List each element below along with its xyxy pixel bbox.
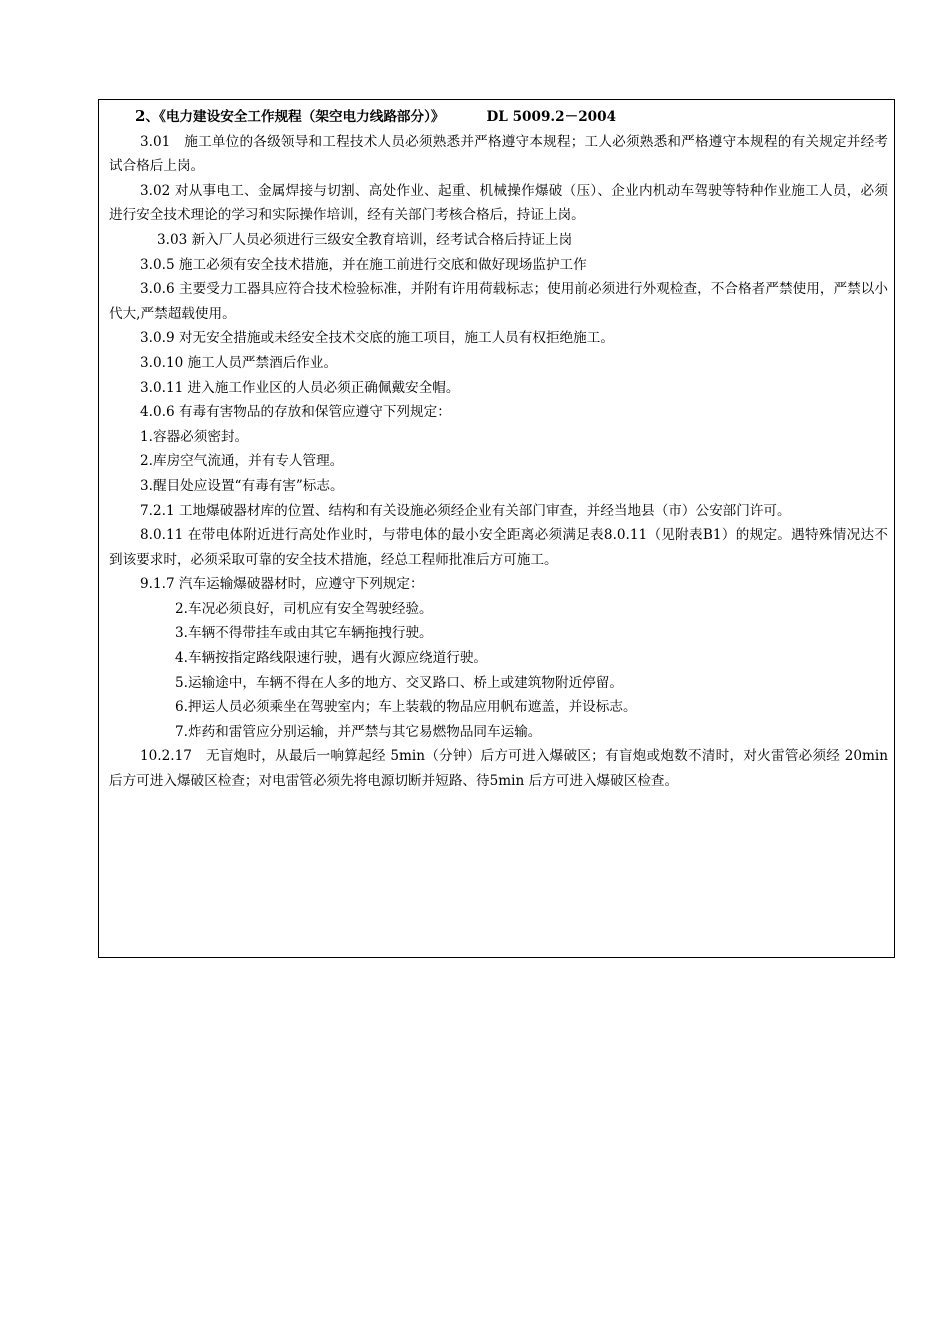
list-item-9-1-7-7: 7.炸药和雷管应分别运输，并严禁与其它易燃物品同车运输。: [175, 723, 542, 740]
paragraph-8-0-11: 8.0.11 在带电体附近进行高处作业时，与带电体的最小安全距离必须满足表8.0.11（见附表B1）的规定。遇特殊情况达不到该要求时，必须采取可靠的安全技术措施，经总工程师批准后方可施工。: [109, 527, 888, 568]
content-box: [98, 99, 895, 958]
list-item-9-1-7-3: 3.车辆不得带挂车或由其它车辆拖拽行驶。: [175, 625, 433, 642]
paragraph-3-01: 3.01 施工单位的各级领导和工程技术人员必须熟悉并严格遵守本规程；工人必须熟悉和严格遵守本规程的有关规定并经考试合格后上岗。: [109, 133, 888, 175]
title-number: 2: [135, 107, 146, 125]
paragraph-10-2-17: 10.2.17 无盲炮时，从最后一响算起经 5min（分钟）后方可进入爆破区；有盲炮或炮数不清时，对火雷管必须经 20min 后方可进入爆破区检查；对电雷管必须先将电源切断并短路、待5min 后方可进入爆破区检查。: [109, 748, 888, 790]
list-item-4-0-6-2: 2.库房空气流通，并有专人管理。: [140, 453, 344, 470]
document-title: [135, 104, 888, 130]
paragraph-3-0-6: 3.0.6 主要受力工器具应符合技术检验标准，并附有许用荷载标志；使用前必须进行外观检查，不合格者严禁使用，严禁以小代大,严禁超载使用。: [109, 281, 888, 322]
list-item-9-1-7-6: 6.押运人员必须乘坐在驾驶室内；车上装载的物品应用帆布遮盖，并设标志。: [175, 699, 637, 716]
paragraph-3-0-9: 3.0.9 对无安全措施或未经安全技术交底的施工项目，施工人员有权拒绝施工。: [140, 330, 614, 347]
paragraph-3-03: 3.03 新入厂人员必须进行三级安全教育培训，经考试合格后持证上岗: [157, 231, 573, 248]
standard-code: DL 5009.2－2004: [486, 109, 617, 125]
document-body: [109, 104, 888, 794]
paragraph-3-02: 3.02 对从事电工、金属焊接与切割、高处作业、起重、机械操作爆破（压）、企业内机动车驾驶等特种作业施工人员，必须进行安全技术理论的学习和实际操作培训，经有关部门考核合格后，持证上岗。: [109, 182, 888, 224]
list-item-9-1-7-5: 5.运输途中，车辆不得在人多的地方、交叉路口、桥上或建筑物附近停留。: [175, 674, 623, 691]
paragraph-9-1-7: 9.1.7 汽车运输爆破器材时，应遵守下列规定：: [140, 576, 424, 593]
list-item-9-1-7-2: 2.车况必须良好，司机应有安全驾驶经验。: [175, 600, 433, 617]
title-text: 、《电力建设安全工作规程（架空电力线路部分）》: [145, 109, 445, 125]
paragraph-7-2-1: 7.2.1 工地爆破器材库的位置、结构和有关设施必须经企业有关部门审查，并经当地县（市）公安部门许可。: [140, 502, 791, 519]
list-item-4-0-6-3: 3.醒目处应设置“有毒有害”标志。: [140, 477, 344, 494]
paragraph-3-0-10: 3.0.10 施工人员严禁酒后作业。: [140, 354, 338, 371]
paragraph-3-0-11: 3.0.11 进入施工作业区的人员必须正确佩戴安全帽。: [140, 379, 460, 396]
paragraph-4-0-6: 4.0.6 有毒有害物品的存放和保管应遵守下列规定：: [140, 404, 451, 421]
list-item-9-1-7-4: 4.车辆按指定路线限速行驶，遇有火源应绕道行驶。: [175, 650, 488, 667]
list-item-4-0-6-1: 1.容器必须密封。: [140, 428, 249, 445]
paragraph-3-0-5: 3.0.5 施工必须有安全技术措施，并在施工前进行交底和做好现场监护工作: [140, 256, 587, 273]
